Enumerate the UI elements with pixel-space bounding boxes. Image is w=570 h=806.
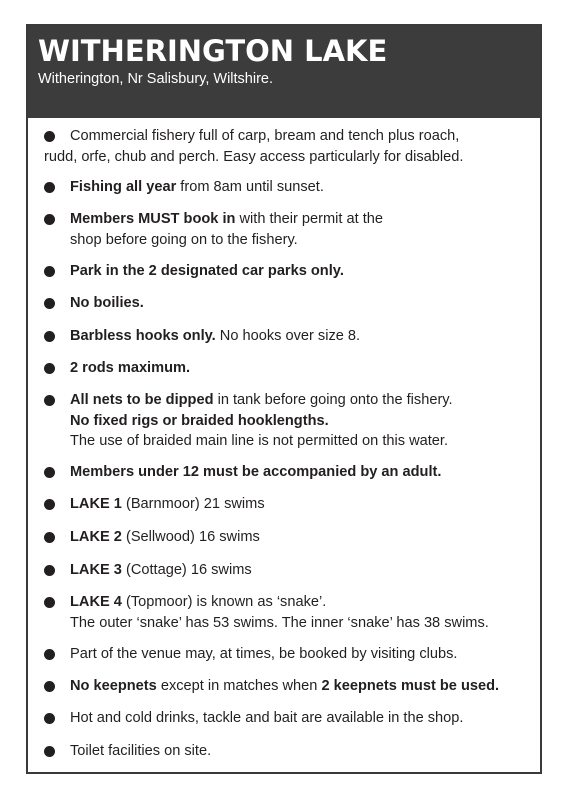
item-text: (Topmoor) is known as ‘snake’. xyxy=(121,594,327,610)
list-item xyxy=(44,390,524,452)
list-item xyxy=(44,676,524,697)
item-text: The use of braided main line is not permitted on this water. xyxy=(70,433,449,449)
item-bold-text: 2 keepnets must be used. xyxy=(321,678,500,694)
item-bold-text: Members MUST book in xyxy=(70,211,236,227)
page-title: WITHERINGTON LAKE xyxy=(38,34,388,68)
bullet-icon xyxy=(44,597,55,608)
item-text: Commercial fishery full of carp, bream and tench plus roach, xyxy=(70,128,460,144)
item-text: The outer ‘snake’ has 53 swims. The inner ‘snake’ has 38 swims. xyxy=(70,614,489,631)
bullet-icon xyxy=(44,266,55,277)
item-text: Part of the venue may, at times, be booked by visiting clubs. xyxy=(70,646,458,662)
bullet-icon xyxy=(44,649,55,660)
list-item xyxy=(44,592,524,633)
item-text: rudd, orfe, chub and perch. Easy access particularly for disabled. xyxy=(44,148,464,165)
list-item xyxy=(44,462,524,483)
list-item xyxy=(44,126,524,167)
list-item xyxy=(44,177,524,198)
bullet-icon xyxy=(44,298,55,309)
item-bold-text: 2 rods maximum. xyxy=(70,360,191,376)
item-bold-text: All nets to be dipped xyxy=(70,392,214,408)
bullet-icon xyxy=(44,467,55,478)
bullet-icon xyxy=(44,532,55,543)
item-text: with their permit at the xyxy=(235,211,384,227)
item-text: (Barnmoor) 21 swims xyxy=(121,496,265,512)
bullet-icon xyxy=(44,214,55,225)
item-bold-text: LAKE 1 xyxy=(70,496,122,512)
list-item xyxy=(44,644,524,665)
item-text: Hot and cold drinks, tackle and bait are available in the shop. xyxy=(70,710,464,726)
item-bold-text: LAKE 3 xyxy=(70,562,122,578)
notice-card xyxy=(26,24,542,774)
bullet-icon xyxy=(44,746,55,757)
item-bold-text: No fixed rigs or braided hooklengths. xyxy=(70,412,329,429)
bullet-icon xyxy=(44,713,55,724)
bullet-icon xyxy=(44,395,55,406)
item-text: No hooks over size 8. xyxy=(215,328,361,344)
list-item xyxy=(44,358,524,379)
item-text: in tank before going onto the fishery. xyxy=(213,392,453,408)
item-text: Toilet facilities on site. xyxy=(70,743,212,759)
list-item xyxy=(44,560,524,581)
list-item xyxy=(44,209,524,250)
item-text: (Sellwood) 16 swims xyxy=(121,529,260,545)
location-subtitle: Witherington, Nr Salisbury, Wiltshire. xyxy=(38,71,274,87)
bullet-icon xyxy=(44,182,55,193)
bullet-icon xyxy=(44,331,55,342)
item-bold-text: Members under 12 must be accompanied by an adult. xyxy=(70,464,442,480)
bullet-icon xyxy=(44,499,55,510)
item-text: (Cottage) 16 swims xyxy=(121,562,252,578)
item-bold-text: Fishing all year xyxy=(70,179,177,195)
header-banner xyxy=(28,26,540,118)
item-text: shop before going on to the fishery. xyxy=(70,231,298,248)
list-item xyxy=(44,741,524,762)
item-bold-text: LAKE 4 xyxy=(70,594,122,610)
item-bold-text: No boilies. xyxy=(70,295,144,311)
list-item xyxy=(44,494,524,515)
item-bold-text: Barbless hooks only. xyxy=(70,328,216,344)
bullet-icon xyxy=(44,565,55,576)
item-bold-text: Park in the 2 designated car parks only. xyxy=(70,263,344,279)
item-text: except in matches when xyxy=(156,678,322,694)
item-bold-text: No keepnets xyxy=(70,678,157,694)
list-item xyxy=(44,261,524,282)
item-text: from 8am until sunset. xyxy=(176,179,324,195)
bullet-icon xyxy=(44,363,55,374)
list-item xyxy=(44,326,524,347)
bullet-icon xyxy=(44,131,55,142)
list-item xyxy=(44,293,524,314)
bullet-icon xyxy=(44,681,55,692)
list-item xyxy=(44,527,524,548)
list-item xyxy=(44,708,524,729)
item-bold-text: LAKE 2 xyxy=(70,529,122,545)
